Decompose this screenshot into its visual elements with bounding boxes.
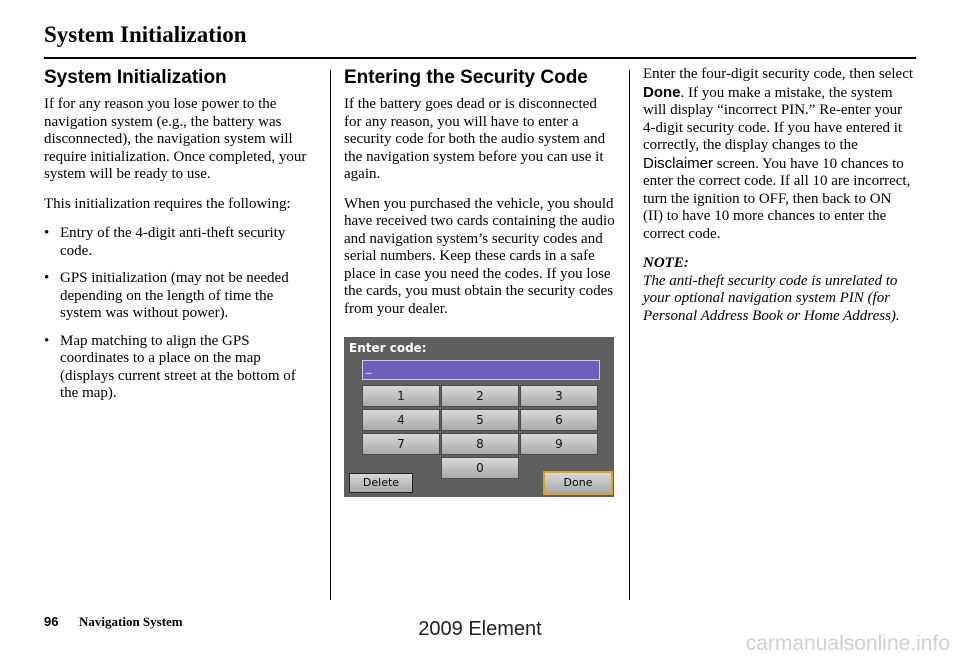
screen-title: Enter code: — [349, 341, 427, 355]
ui-term-disclaimer: Disclaimer — [643, 154, 714, 172]
text-run: screen. You have 10 chances to enter the correct code. If all 10 are incorrect, turn the ignition to OFF, then back to ON (II) to have 10 more chances to enter the correct code. — [643, 155, 911, 242]
watermark: 2009 Element — [418, 618, 542, 640]
list-item-text: GPS initialization (may not be needed depending on the length of time the system was without power). — [60, 270, 289, 321]
bullet-icon: • — [44, 270, 50, 286]
section-heading: Entering the Security Code — [344, 67, 588, 88]
page-number: 96 — [44, 614, 59, 629]
paragraph — [643, 66, 915, 243]
list-item-text: Entry of the 4-digit anti-theft security code. — [60, 225, 286, 259]
note-body: The anti-theft security code is unrelated to your optional navigation system PIN (for Personal Address Book or Home Address). — [643, 272, 900, 324]
paragraph: When you purchased the vehicle, you should have received two cards containing the audio and navigation system’s security codes and serial numbers. Keep these cards in a safe place in case you need the codes. If you lose the cards, you must obtain the security codes from your dealer. — [344, 195, 615, 317]
delete-button[interactable]: Delete — [349, 473, 413, 493]
key-5[interactable]: 5 — [441, 409, 519, 431]
key-0[interactable]: 0 — [441, 457, 519, 479]
list-item — [44, 333, 316, 403]
done-button[interactable]: Done — [543, 471, 613, 495]
column-system-initialization — [44, 66, 316, 413]
requirements-list — [44, 225, 316, 403]
key-6[interactable]: 6 — [520, 409, 598, 431]
key-2[interactable]: 2 — [441, 385, 519, 407]
key-3[interactable]: 3 — [520, 385, 598, 407]
footer-label: Navigation System — [79, 614, 183, 629]
list-item-text: Map matching to align the GPS coordinates to a place on the map (displays current street at the bottom of the map). — [60, 332, 296, 401]
column-divider — [330, 70, 331, 600]
enter-code-screen-image — [344, 337, 614, 497]
list-item — [44, 225, 316, 260]
section-heading: System Initialization — [44, 67, 227, 88]
column-divider — [629, 70, 630, 600]
paragraph: If for any reason you lose power to the navigation system (e.g., the battery was disconnected), the navigation system will require initialization. Once completed, your system will be ready to use. — [44, 96, 307, 182]
list-item — [44, 270, 316, 323]
paragraph: If the battery goes dead or is disconnected for any reason, you will have to enter a security code for both the audio system and the navigation system before you can use it again. — [344, 96, 606, 182]
note-heading: NOTE: — [643, 255, 689, 271]
text-run: Enter the four-digit security code, then select — [643, 66, 914, 82]
page-title: System Initialization — [44, 22, 247, 47]
bullet-icon: • — [44, 225, 50, 241]
key-9[interactable]: 9 — [520, 433, 598, 455]
bullet-icon: • — [44, 332, 50, 349]
ui-term-done: Done — [643, 83, 681, 101]
key-8[interactable]: 8 — [441, 433, 519, 455]
code-input-value: _ — [366, 361, 372, 374]
key-4[interactable]: 4 — [362, 409, 440, 431]
column-entering-security-code — [344, 66, 616, 330]
column-instructions — [643, 66, 915, 325]
title-rule — [44, 57, 916, 59]
text-run: . If you make a mistake, the system will display “incorrect PIN.” Re-enter your 4-digit security code. If you have entered it correctly, the display changes to the — [643, 84, 903, 153]
key-1[interactable]: 1 — [362, 385, 440, 407]
key-7[interactable]: 7 — [362, 433, 440, 455]
watermark-url: carmanualsonline.info — [745, 632, 950, 655]
code-input[interactable] — [362, 360, 600, 380]
paragraph: This initialization requires the following: — [44, 195, 291, 212]
